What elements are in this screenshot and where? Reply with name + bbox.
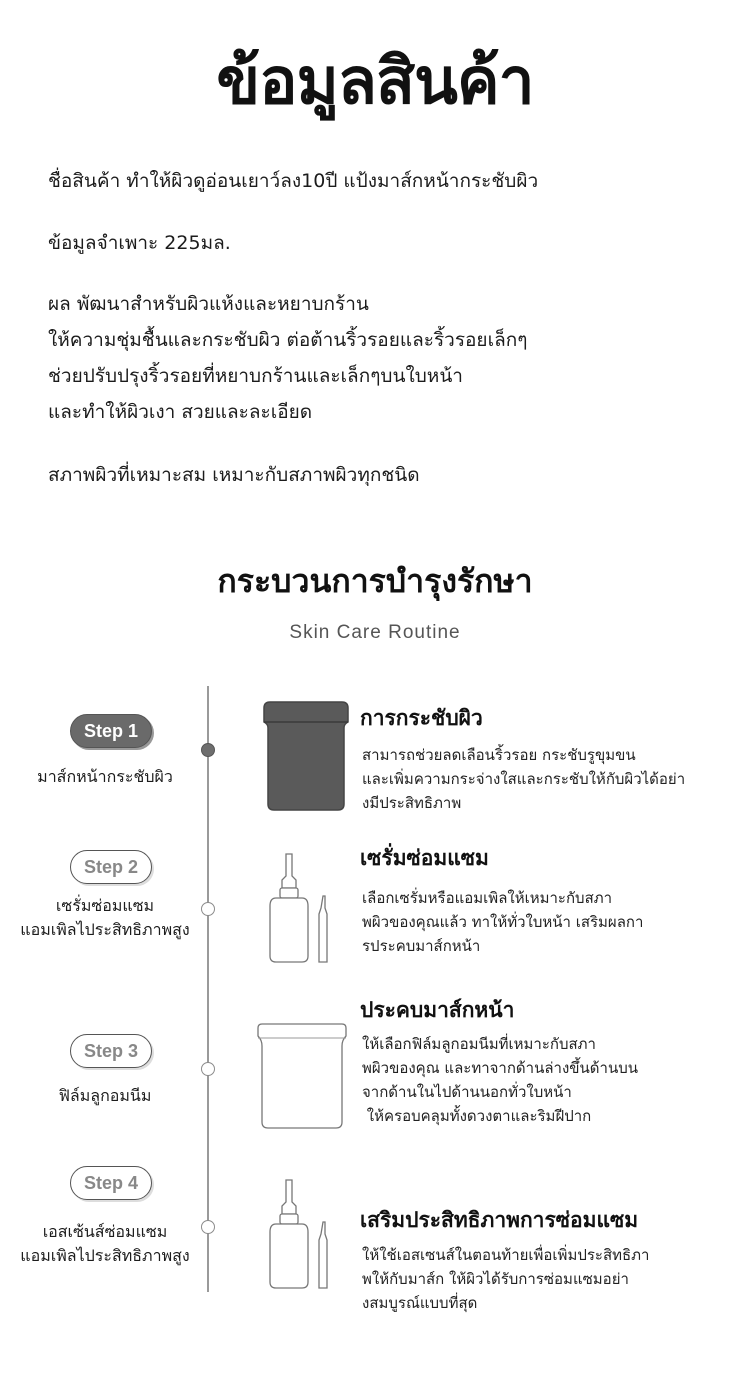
desc-line: งสมบูรณ์แบบที่สุด bbox=[362, 1294, 478, 1312]
step-3-label bbox=[0, 1084, 210, 1108]
step-label-line: ฟิล์มลูกอมนีม bbox=[58, 1086, 152, 1105]
step-label-line: มาส์กหน้ากระชับผิว bbox=[37, 767, 173, 786]
effect-line: และทำให้ผิวเงา สวยและละเอียด bbox=[48, 401, 313, 423]
page-title: ข้อมูลสินค้า bbox=[216, 45, 534, 119]
desc-line: พผิวของคุณ และทาจากด้านล่างขึ้นด้านบน bbox=[362, 1059, 638, 1077]
timeline-dot bbox=[201, 743, 215, 757]
step-1-desc bbox=[362, 743, 722, 815]
step-2-badge: Step 2 bbox=[70, 850, 152, 884]
jar-icon bbox=[262, 700, 350, 812]
desc-line: ให้ครอบคลุมทั้งดวงตาและริมฝีปาก bbox=[362, 1107, 592, 1125]
desc-line: ให้ใช้เอสเซนส์ในตอนท้ายเพื่อเพิ่มประสิทธิภา bbox=[362, 1246, 650, 1264]
desc-line: งมีประสิทธิภาพ bbox=[362, 794, 462, 812]
step-4-heading: เสริมประสิทธิภาพการซ่อมแซม bbox=[360, 1208, 639, 1232]
serum-bottle-icon bbox=[268, 1178, 338, 1290]
serum-bottle-icon bbox=[268, 852, 338, 964]
desc-line: และเพิ่มความกระจ่างใสและกระชับให้กับผิวได้อย่า bbox=[362, 770, 686, 788]
step-label-line: แอมเพิลไประสิทธิภาพสูง bbox=[20, 1246, 190, 1265]
step-3-badge: Step 3 bbox=[70, 1034, 152, 1068]
routine-subtitle: Skin Care Routine bbox=[289, 622, 461, 643]
product-name: ชื่อสินค้า ทำให้ผิวดูอ่อนเยาว์ลง10ปี แป้งมาส์กหน้ากระชับผิว bbox=[48, 170, 539, 192]
step-4-label bbox=[0, 1220, 210, 1268]
step-label-line: แอมเพิลไประสิทธิภาพสูง bbox=[20, 920, 190, 939]
step-label-line: เอสเซ้นส์ซ่อมแซม bbox=[42, 1222, 168, 1241]
step-1-badge: Step 1 bbox=[70, 714, 152, 748]
step-2-heading: เซรั่มซ่อมแซม bbox=[360, 846, 489, 870]
step-1-label bbox=[0, 765, 210, 789]
step-1-heading: การกระชับผิว bbox=[360, 706, 483, 730]
desc-line: พให้กับมาส์ก ให้ผิวได้รับการซ่อมแซมอย่า bbox=[362, 1270, 629, 1288]
product-effect bbox=[48, 286, 527, 430]
desc-line: รประคบมาส์กหน้า bbox=[362, 937, 481, 955]
effect-line: ให้ความชุ่มชื้นและกระชับผิว ต่อต้านริ้วรอยและริ้วรอยเล็กๆ bbox=[48, 329, 528, 351]
routine-title: กระบวนการบำรุงรักษา bbox=[217, 562, 533, 600]
product-skin-type: สภาพผิวที่เหมาะสม เหมาะกับสภาพผิวทุกชนิด bbox=[48, 464, 420, 486]
step-2-label bbox=[0, 894, 210, 942]
product-spec: ข้อมูลจำเพาะ 225มล. bbox=[48, 232, 231, 254]
step-4-desc bbox=[362, 1243, 722, 1315]
desc-line: จากด้านในไปด้านนอกทั่วใบหน้า bbox=[362, 1083, 572, 1101]
effect-line: ผล พัฒนาสำหรับผิวแห้งและหยาบกร้าน bbox=[48, 293, 369, 315]
desc-line: สามารถช่วยลดเลือนริ้วรอย กระชับรูขุมขน bbox=[362, 746, 636, 764]
desc-line: พผิวของคุณแล้ว ทาให้ทั่วใบหน้า เสริมผลกา bbox=[362, 913, 644, 931]
step-3-desc bbox=[362, 1032, 722, 1128]
step-3-heading: ประคบมาส์กหน้า bbox=[360, 998, 515, 1022]
step-2-desc bbox=[362, 886, 722, 958]
effect-line: ช่วยปรับปรุงริ้วรอยที่หยาบกร้านและเล็กๆบนใบหน้า bbox=[48, 365, 463, 387]
step-4-badge: Step 4 bbox=[70, 1166, 152, 1200]
jar-outline-icon bbox=[256, 1022, 348, 1130]
timeline-dot bbox=[201, 1062, 215, 1076]
desc-line: ให้เลือกฟิล์มลูกอมนีมที่เหมาะกับสภา bbox=[362, 1035, 596, 1053]
desc-line: เลือกเซรั่มหรือแอมเพิลให้เหมาะกับสภา bbox=[362, 889, 613, 907]
step-label-line: เซรั่มซ่อมแซม bbox=[55, 896, 155, 915]
